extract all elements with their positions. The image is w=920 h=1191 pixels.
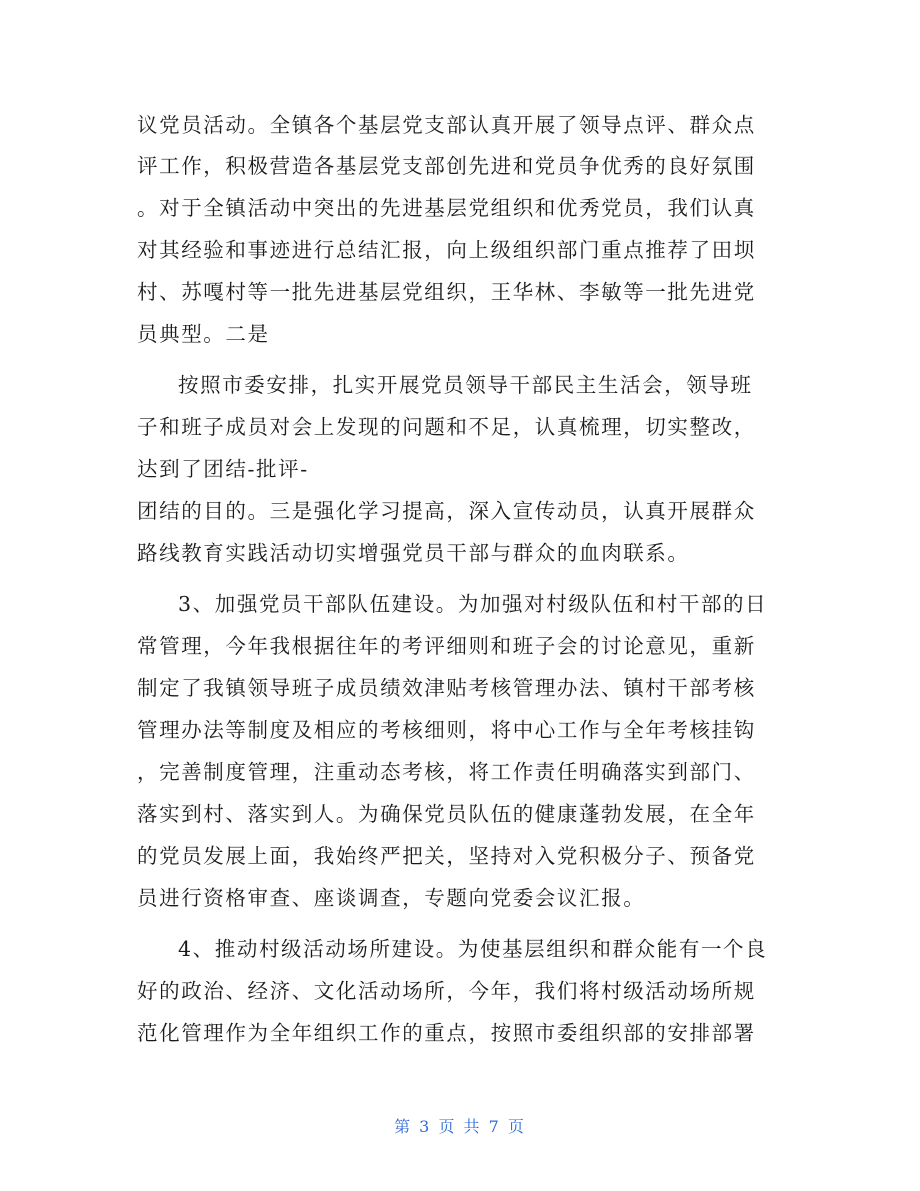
text-line-18: 的党员发展上面，我始终严把关，坚持对入党积极分子、预备党 [137,844,756,868]
text-line-12: 3、加强党员干部队伍建设。为加强对村级队伍和村干部的日 [178,592,768,616]
text-line-3: 。对于全镇活动中突出的先进基层党组织和优秀党员，我们认真 [137,196,756,220]
text-line-2: 评工作，积极营造各基层党支部创先进和党员争优秀的良好氛围 [137,154,756,178]
text-line-22: 范化管理作为全年组织工作的重点，按照市委组织部的安排部署 [137,1021,756,1045]
text-line-21: 好的政治、经济、文化活动场所，今年，我们将村级活动场所规 [137,979,756,1003]
text-line-14: 制定了我镇领导班子成员绩效津贴考核管理办法、镇村干部考核 [137,676,756,700]
text-line-19: 员进行资格审查、座谈调查，专题向党委会议汇报。 [137,886,646,910]
text-line-5: 村、苏嘎村等一批先进基层党组织，王华林、李敏等一批先进党 [137,280,756,304]
text-line-11: 路线教育实践活动切实增强党员干部与群众的血肉联系。 [137,541,690,565]
text-line-15: 管理办法等制度及相应的考核细则，将中心工作与全年考核挂钩 [137,718,756,742]
text-line-17: 落实到村、落实到人。为确保党员队伍的健康蓬勃发展，在全年 [137,802,756,826]
text-line-9: 达到了团结-批评- [137,457,309,481]
text-line-16: ，完善制度管理，注重动态考核，将工作责任明确落实到部门、 [137,760,756,784]
text-line-4: 对其经验和事迹进行总结汇报，向上级组织部门重点推荐了田坝 [137,238,756,262]
text-line-8: 子和班子成员对会上发现的问题和不足，认真梳理，切实整改， [137,415,756,439]
text-line-10: 团结的目的。三是强化学习提高，深入宣传动员，认真开展群众 [137,499,756,523]
text-line-6: 员典型。二是 [137,322,270,346]
text-line-13: 常管理，今年我根据往年的考评细则和班子会的讨论意见，重新 [137,634,756,658]
text-line-20: 4、推动村级活动场所建设。为使基层组织和群众能有一个良 [178,937,768,961]
text-line-1: 议党员活动。全镇各个基层党支部认真开展了领导点评、群众点 [137,113,756,137]
page-number-footer: 第 3 页 共 7 页 [394,1117,526,1136]
text-line-7: 按照市委安排，扎实开展党员领导干部民主生活会，领导班 [178,373,753,397]
